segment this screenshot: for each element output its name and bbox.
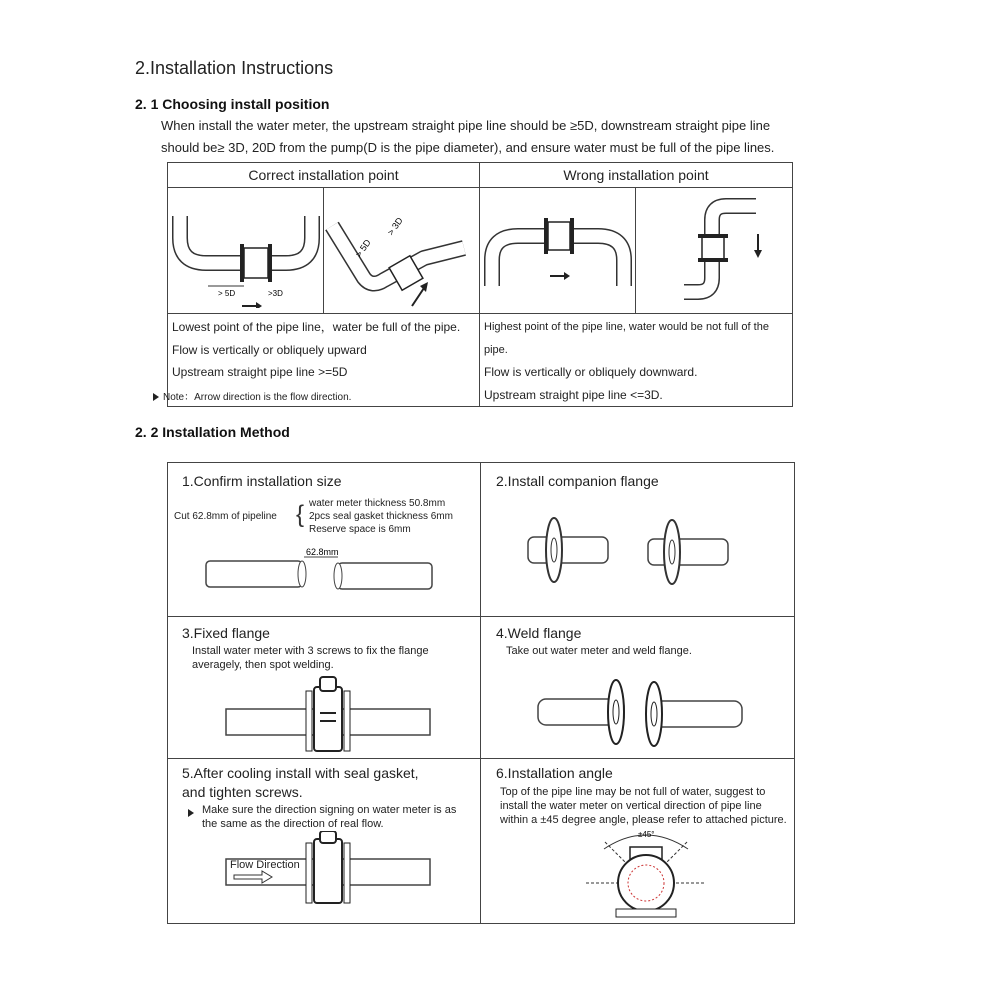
three-d-label: >3D (268, 289, 283, 298)
step2-title: 2.Install companion flange (496, 473, 659, 489)
diagram-correct-lowpoint (168, 188, 324, 314)
fixed-flange-diagram (218, 673, 438, 757)
correct-line-2: Flow is vertically or obliquely upward (172, 342, 367, 357)
step1-item-2: 2pcs seal gasket thickness 6mm (309, 511, 453, 522)
wrong-header: Wrong installation point (480, 163, 793, 188)
wrong-line-2: Flow is vertically or obliquely downward. (484, 365, 698, 379)
brace-icon: { (296, 501, 305, 528)
correct-header: Correct installation point (168, 163, 480, 188)
diagram-wrong-downward (636, 188, 793, 314)
step3-text: Install water meter with 3 screws to fix the flange averagely, then spot welding. (192, 645, 429, 671)
step1-cut-label: Cut 62.8mm of pipeline (174, 511, 277, 522)
step1-item-3: Reserve space is 6mm (309, 524, 411, 535)
step4-title: 4.Weld flange (496, 625, 582, 641)
step5-bullet (188, 804, 198, 822)
seal-gasket-diagram (218, 831, 438, 917)
step1-pipe-diagram (198, 545, 438, 610)
step1-item-1: water meter thickness 50.8mm (309, 498, 446, 509)
correct-line-3: Upstream straight pipe line >=5D (172, 365, 348, 379)
step6-title: 6.Installation angle (496, 765, 613, 781)
installation-method-grid (167, 462, 795, 924)
correct-line-1: Lowest point of the pipe line，water be full of the pipe. (172, 320, 461, 334)
diagram-correct-oblique (324, 188, 480, 314)
flow-direction-label: Flow Direction (230, 859, 300, 871)
intro-paragraph-line1: When install the water meter, the upstream straight pipe line should be ≥5D, downstream straight pipe line (161, 118, 771, 133)
wrong-line-1: Highest point of the pipe line, water would be not full of the pipe. (484, 321, 769, 356)
step4-text: Take out water meter and weld flange. (506, 645, 692, 657)
diagram-wrong-highpoint (480, 188, 636, 314)
step5-title-line2: and tighten screws. (182, 784, 303, 800)
companion-flange-diagram (518, 511, 768, 601)
step1-items (309, 497, 453, 536)
five-d-angled-label: > 5D (353, 237, 373, 260)
intro-paragraph-line2: should be≥ 3D, 20D from the pump(D is the pipe diameter), and ensure water must be full of the pipe lines. (161, 140, 775, 155)
triangle-bullet-icon (153, 393, 159, 401)
step6-text: Top of the pipe line may be not full of water, suggest to install the water meter on vertical direction of pipe line within a ±45 degree angle, please refer to attached picture. (500, 786, 787, 826)
five-d-label: > 5D (218, 289, 236, 298)
angle-label: ±45° (638, 830, 655, 839)
page-title: 2.Installation Instructions (135, 58, 334, 78)
flow-note (153, 388, 351, 403)
step5-text: Make sure the direction signing on water meter is as the same as the direction of real flow. (202, 804, 457, 830)
installation-angle-diagram (586, 825, 706, 921)
section-heading-installation-method: 2. 2 Installation Method (135, 424, 290, 440)
wrong-description (480, 314, 793, 407)
wrong-line-3: Upstream straight pipe line <=3D. (484, 387, 663, 402)
install-position-table (167, 162, 793, 407)
step5-title-line1: 5.After cooling install with seal gasket, (182, 765, 419, 781)
gap-label: 62.8mm (306, 547, 339, 557)
section-heading-choosing-position: 2. 1 Choosing install position (135, 96, 330, 112)
step1-title: 1.Confirm installation size (182, 473, 342, 489)
weld-flange-diagram (528, 673, 778, 757)
three-d-angled-label: > 3D (385, 215, 405, 238)
step3-title: 3.Fixed flange (182, 625, 270, 641)
flow-note-text: Note：Arrow direction is the flow direction. (163, 392, 352, 403)
triangle-bullet-icon (188, 809, 194, 817)
